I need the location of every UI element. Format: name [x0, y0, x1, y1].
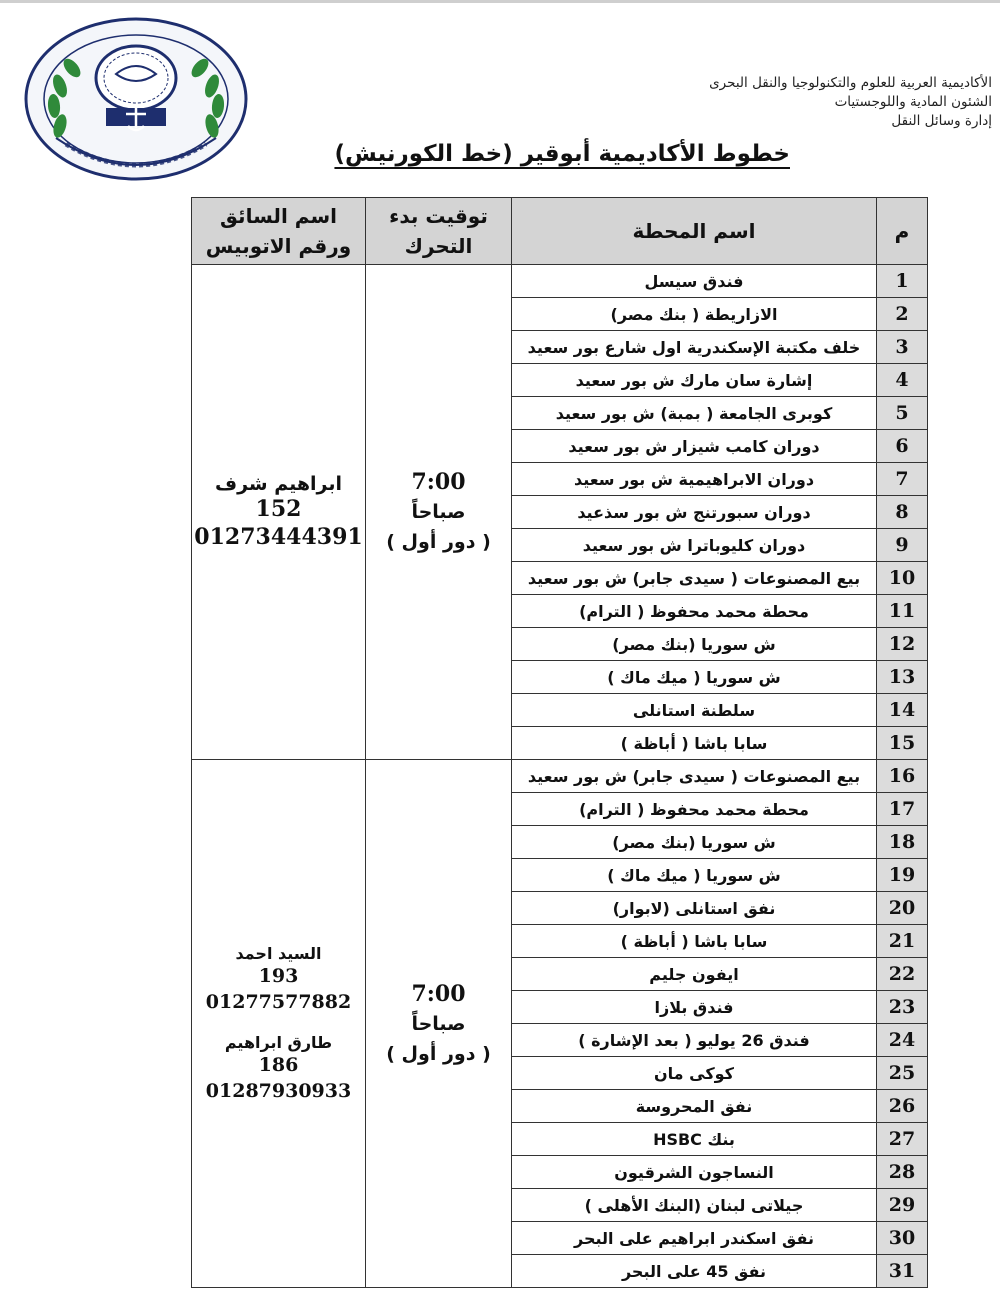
- row-number: 29: [877, 1189, 928, 1222]
- header-station: اسم المحطة: [512, 198, 877, 265]
- station-name: ش سوريا (بنك مصر): [512, 628, 877, 661]
- station-name: نفق 45 على البحر: [512, 1255, 877, 1288]
- station-name: ش سوريا ( ميك ماك ): [512, 859, 877, 892]
- header-time-label: توقيت بدء التحرك: [389, 204, 488, 258]
- row-number: 24: [877, 1024, 928, 1057]
- row-number: 6: [877, 430, 928, 463]
- row-number: 17: [877, 793, 928, 826]
- row-number: 8: [877, 496, 928, 529]
- time-value: 7:00: [411, 469, 466, 495]
- row-number: 9: [877, 529, 928, 562]
- driver-name: ابراهيم شرف: [215, 473, 342, 495]
- academy-logo-icon: [22, 16, 250, 182]
- row-number: 22: [877, 958, 928, 991]
- top-border: [0, 0, 1000, 3]
- station-name: دوران الابراهيمية ش بور سعيد: [512, 463, 877, 496]
- driver-cell: [192, 265, 366, 760]
- bus-number: 186: [258, 1053, 299, 1076]
- row-number: 20: [877, 892, 928, 925]
- station-name: سابا باشا ( أباظة ): [512, 727, 877, 760]
- driver-name: السيد احمد: [235, 943, 322, 963]
- row-number: 2: [877, 298, 928, 331]
- bus-number: 193: [258, 964, 299, 987]
- page-title: خطوط الأكاديمية أبوقير (خط الكورنيش): [334, 141, 790, 167]
- row-number: 30: [877, 1222, 928, 1255]
- row-number: 3: [877, 331, 928, 364]
- row-number: 27: [877, 1123, 928, 1156]
- station-name: محطة محمد محفوظ ( الترام): [512, 595, 877, 628]
- row-number: 4: [877, 364, 928, 397]
- row-number: 1: [877, 265, 928, 298]
- row-number: 19: [877, 859, 928, 892]
- row-number: 18: [877, 826, 928, 859]
- organization-header: [572, 74, 992, 131]
- table-row: [192, 760, 928, 793]
- driver-phone: 01273444391: [194, 524, 363, 550]
- row-number: 26: [877, 1090, 928, 1123]
- row-number: 15: [877, 727, 928, 760]
- row-number: 25: [877, 1057, 928, 1090]
- station-name: نفق استانلى (لابوار): [512, 892, 877, 925]
- station-name: النساجون الشرقيون: [512, 1156, 877, 1189]
- time-round: ( دور أول ): [386, 1042, 491, 1065]
- station-name: فندق بلازا: [512, 991, 877, 1024]
- station-name: سابا باشا ( أباظة ): [512, 925, 877, 958]
- row-number: 5: [877, 397, 928, 430]
- station-name: فندق 26 يوليو ( بعد الإشارة ): [512, 1024, 877, 1057]
- header-driver: [192, 198, 366, 265]
- row-number: 11: [877, 595, 928, 628]
- departure-time-cell: [366, 760, 512, 1288]
- station-name: محطة محمد محفوظ ( الترام): [512, 793, 877, 826]
- driver-gap: [192, 1015, 365, 1033]
- header-num: م: [877, 198, 928, 265]
- bus-schedule-table: [191, 197, 928, 1288]
- station-name: كوكى مان: [512, 1057, 877, 1090]
- station-name: دوران سبورتنج ش بور سذعيد: [512, 496, 877, 529]
- row-number: 21: [877, 925, 928, 958]
- row-number: 7: [877, 463, 928, 496]
- row-number: 10: [877, 562, 928, 595]
- table-row: [192, 265, 928, 298]
- header-line: إدارة وسائل النقل: [891, 113, 992, 129]
- station-name: ش سوريا (بنك مصر): [512, 826, 877, 859]
- station-name: دوران كامب شيزار ش بور سعيد: [512, 430, 877, 463]
- station-name: جيلاتى لبنان (البنك الأهلى ): [512, 1189, 877, 1222]
- header-line: الشئون المادية واللوجستيات: [834, 94, 992, 110]
- station-name: دوران كليوباترا ش بور سعيد: [512, 529, 877, 562]
- station-name: نفق المحروسة: [512, 1090, 877, 1123]
- row-number: 23: [877, 991, 928, 1024]
- row-number: 13: [877, 661, 928, 694]
- row-number: 14: [877, 694, 928, 727]
- time-value: 7:00: [411, 980, 466, 1007]
- bus-number: 152: [255, 496, 302, 522]
- table-body: [192, 265, 928, 1288]
- driver-cell: [192, 760, 366, 1288]
- header-time: [366, 198, 512, 265]
- station-name: ش سوريا ( ميك ماك ): [512, 661, 877, 694]
- header-driver-label: اسم السائق ورقم الاتوبيس: [205, 204, 352, 258]
- driver-phone: 01287930933: [205, 1079, 352, 1102]
- station-name: خلف مكتبة الإسكندرية اول شارع بور سعيد: [512, 331, 877, 364]
- table-header-row: [192, 198, 928, 265]
- row-number: 12: [877, 628, 928, 661]
- station-name: كوبرى الجامعة ( بمبة) ش بور سعيد: [512, 397, 877, 430]
- departure-time-cell: [366, 265, 512, 760]
- station-name: ايفون جليم: [512, 958, 877, 991]
- row-number: 31: [877, 1255, 928, 1288]
- station-name: إشارة سان مارك ش بور سعيد: [512, 364, 877, 397]
- station-name: سلطنة استانلى: [512, 694, 877, 727]
- driver-phone: 01277577882: [205, 990, 352, 1013]
- time-period: صباحاً: [411, 501, 466, 523]
- row-number: 28: [877, 1156, 928, 1189]
- time-round: ( دور أول ): [386, 531, 491, 553]
- station-name: فندق سيسل: [512, 265, 877, 298]
- driver-name: طارق ابراهيم: [224, 1032, 333, 1052]
- header-line: الأكاديمية العربية للعلوم والتكنولوجيا والنقل البحرى: [709, 75, 992, 91]
- station-name: نفق اسكندر ابراهيم على البحر: [512, 1222, 877, 1255]
- station-name: بيع المصنوعات ( سيدى جابر) ش بور سعيد: [512, 562, 877, 595]
- station-name: بيع المصنوعات ( سيدى جابر) ش بور سعيد: [512, 760, 877, 793]
- time-period: صباحاً: [411, 1012, 466, 1035]
- station-name: بنك HSBC: [512, 1123, 877, 1156]
- station-name: الازاريطة ( بنك مصر): [512, 298, 877, 331]
- row-number: 16: [877, 760, 928, 793]
